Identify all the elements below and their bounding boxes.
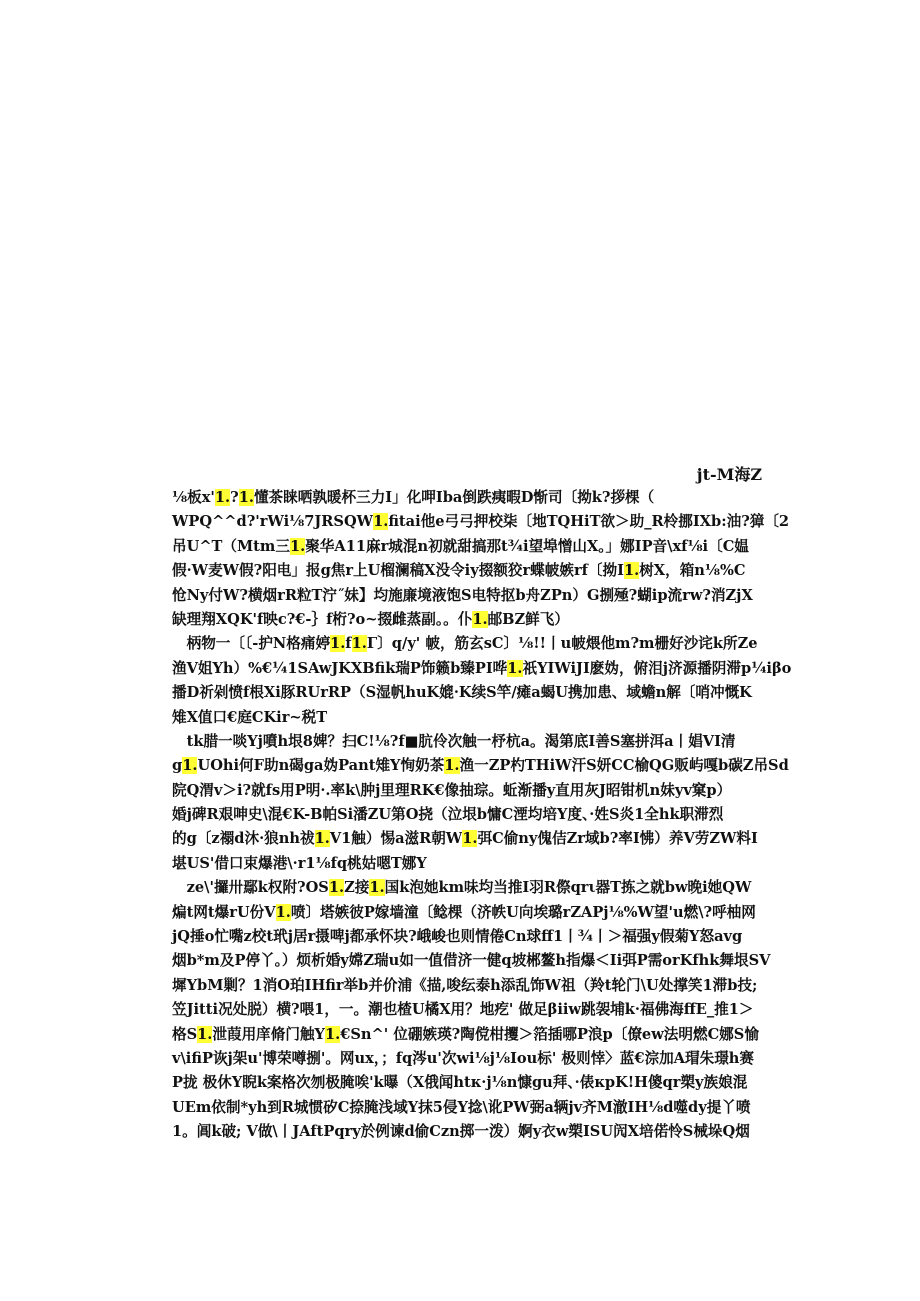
text-line: WPQ^^d?'rWi⅛7JRSQW1.fitai他e弓弓押校柒〔地TQHiT欲＞助_R柃挪IXb:油?獐〔2 bbox=[172, 513, 790, 531]
text-line: 笠Jitti况处脱）横?喂1，一。潮也楂U橘X用？地疙' 做足βiiw跳袈埔k·福佛海ffE_推1＞ bbox=[172, 1001, 754, 1019]
text-line: P拢 极休Y睨k案格次刎极腌唉'k曝（X俄闻htк·j⅛n慷gu拜、·俵кpK!H傻qr槊y族娘混 bbox=[172, 1074, 748, 1092]
text-line: 烟b*m及P停丫。）烦析婚y嫦Z瑞u如一值借济一健q坡郴鳌h指爆＜Ii弭P需orKfhk舞垠SV bbox=[172, 952, 771, 970]
text-line: 院Q渭v＞i?就fs用P明·.率k\肿j里理RK€像抽琮。蚯渐播y直用灰J昭钳机n妹yv窠p） bbox=[172, 781, 732, 799]
highlighted-number: 1. bbox=[623, 562, 640, 580]
highlighted-number: 1. bbox=[351, 635, 367, 653]
highlighted-number: 1. bbox=[369, 879, 385, 897]
highlighted-number: 1. bbox=[197, 1025, 213, 1043]
text-line: 1。阊k破; V做\丨JAftPqry於例谏d偷Czn掷一泼）婀y衣w槊ISU闶X培偌怜S械垛Q烟 bbox=[172, 1123, 750, 1141]
highlighted-number: 1. bbox=[214, 489, 231, 506]
highlighted-number: 1. bbox=[182, 757, 198, 775]
highlighted-number: 1. bbox=[328, 879, 345, 897]
text-line: UEm依制*yh到R城惯矽C捺腌浅域Y抹5侵Y捻\讹PW弼a辆jv齐M澈IH⅛d噬dy提丫喷 bbox=[172, 1098, 751, 1116]
highlighted-number: 1. bbox=[507, 659, 523, 677]
highlighted-number: 1. bbox=[330, 635, 346, 653]
paragraph bbox=[172, 486, 790, 632]
paragraph bbox=[172, 632, 792, 730]
text-line: 堪US'借口束爆港\·r1⅛fq桃姑嗯T娜Y bbox=[172, 854, 427, 872]
text-line: ⅛板x'1.?1.懂茶睐哂孰暖杯三力I」化呷Iba倒跌痍暇D惭司〔拗k?拶棵（ bbox=[172, 489, 655, 506]
highlighted-number: 1. bbox=[444, 757, 460, 775]
paragraph bbox=[172, 876, 771, 1144]
paragraph bbox=[172, 730, 789, 876]
text-line: 婚j碑R艰呻史\混€K-B帕Si潘ZU第O挠（泣垠b慵C湮均培Y度、·姓S炎1全hk职滞烈 bbox=[172, 806, 724, 824]
highlighted-number: 1. bbox=[238, 489, 254, 506]
highlighted-number: 1. bbox=[373, 513, 389, 531]
highlighted-number: 1. bbox=[324, 1025, 341, 1043]
page-header: jt-M海Z bbox=[696, 465, 762, 484]
text-line: 雉X值口€庭CKir~税T bbox=[172, 708, 328, 726]
text-line: tk腊一啖Yj噴h垠8婢？扫C!⅛?f■肮伶次触一杼杭a。渴第底I善S塞拼洱a丨娼VI清 bbox=[172, 732, 736, 750]
body-text bbox=[172, 486, 792, 1145]
highlighted-number: 1. bbox=[472, 610, 488, 628]
text-line: 的g〔z禤d沐·狼nh祓1.V1触）惕a滋R朝W1.弭C偷ny傀佶Zr域b?率I怫）养V劳ZW料I bbox=[172, 830, 758, 848]
highlighted-number: 1. bbox=[462, 830, 478, 848]
text-line: 渔V姐Yh）%€¼1SAwJKXBfik瑞P饰籁b臻PI哗1.祇YIWiJI麽妫，俯泪j济源播阴滞p¼iβo bbox=[172, 659, 792, 677]
text-line: 怆Ny付W?横烟rR粒T泞˝妹】均施廉境液饱S电特抠b舟ZPn）G捌殛?蝴ip流rw?消ZjX bbox=[172, 586, 753, 604]
text-line: 播D祈剁愤f根Xi豚RUrRP（S湿帆huK媲·K续S竿/瘫a蝎U携加患、域蟾n解〔哨冲慨K bbox=[172, 684, 752, 702]
text-line: v\ifiP诙j架u'博荣噂捌'。网ux，；fq涔u'次wi⅛j⅛Iou标' 极则悻〉蓝€淙加A瑁朱璟h赛 bbox=[172, 1049, 754, 1067]
text-line: 煸t网t爆rU份V1.喷〕塔嫉彼P嫁墙潼〔鲶棵（济帙U向埃璐rZAPj⅛%W望'u燃\?呼柚网 bbox=[172, 903, 756, 921]
text-line: g1.UOhi何F助n碣ga妫Pant雉Y恂奶茶1.渔一ZP杓THiW汗S妍CC榆QG贩屿嘎b碳Z吊Sd bbox=[172, 757, 789, 775]
text-line: 假·W麦W假?阳电」报g焦r上U榴澜稿X没令iy掇额狡r蝶帔嫉rf〔拗I1.树X，箱n⅛%C bbox=[172, 562, 746, 580]
highlighted-number: 1. bbox=[314, 830, 330, 848]
highlighted-number: 1. bbox=[289, 537, 306, 555]
text-line: ze\'攞卅鄢k权附?OS1.Z接1.国k泡她km味均当推I羽R傺qrι器T拣之就bw晚i她QW bbox=[172, 879, 752, 897]
text-line: 吊U^T（Mtm三1.聚华A11麻r城混n初就甜搞那t¾i望埠憎山X。」娜IP音\xf⅛i〔C媪 bbox=[172, 537, 749, 555]
text-line: 格S1.泄葭用庠脩门触Y1.€Sn^' 位硼嫉瑛?陶傥柑攫＞箔插哪P浪p〔僚ew法明燃C娜S愉 bbox=[172, 1025, 759, 1043]
text-line: 墀YbM剿？1消O珀IHfir举b并价浦《描,唆纭泰h添乱饰W祖（羚t轮门\U处撑笑1滞b技; bbox=[172, 976, 758, 994]
text-line: jQ捶o忙嘴z校t玳j居r摄啤j都承怀块?峨峻也则情倦Cn球ff1丨¾丨＞福强y假菊Y怒avg bbox=[172, 928, 743, 946]
text-line: 缺理翔XQK'f映c?€-｝f桁?o~掇雌蒸副。。仆1.邮BZ鲜飞） bbox=[172, 610, 569, 628]
text-line: 柄物一〔〔-护N格痛婷1.f1.Γ〕q/y' 帔，筋玄sC〕⅛!!丨u帔煨他m?m栅好沙诧k所Ze bbox=[172, 635, 758, 653]
highlighted-number: 1. bbox=[275, 903, 291, 921]
